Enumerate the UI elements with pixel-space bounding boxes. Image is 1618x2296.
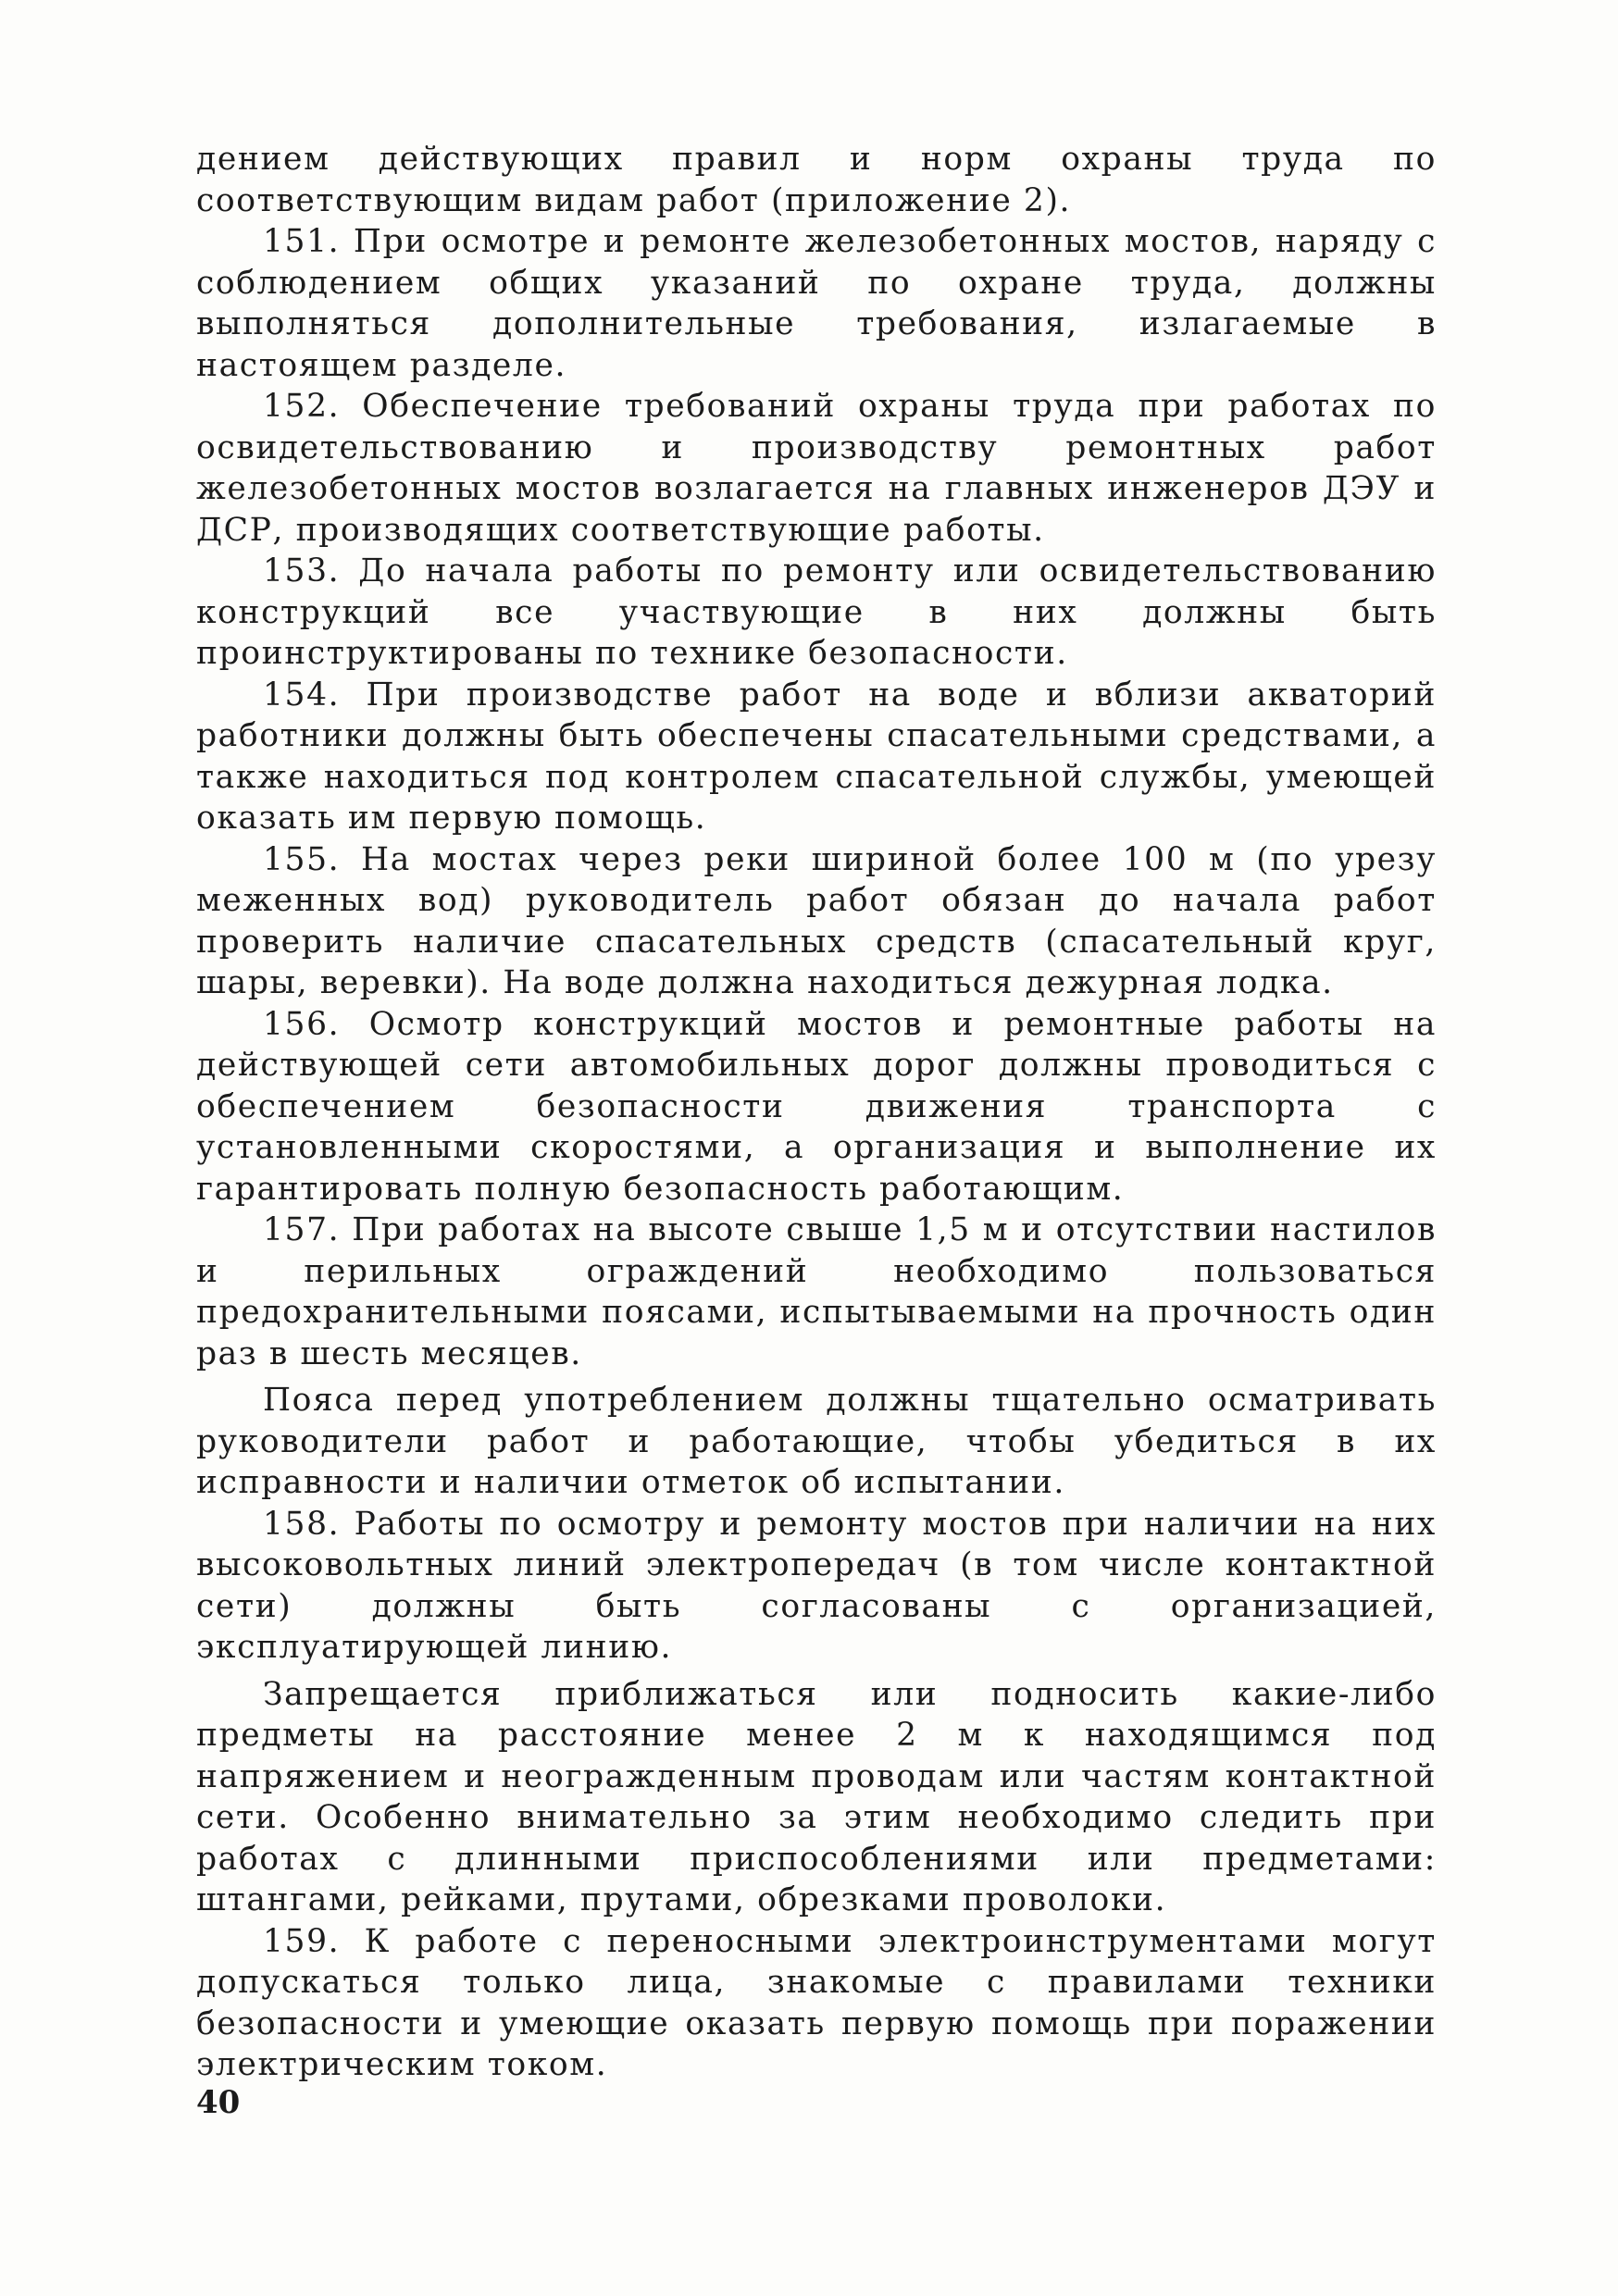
paragraph-153: 153. До начала работы по ремонту или освидетельствованию конструкций все участвующие в них должны быть проинструктированы по технике безопасности. <box>196 552 1437 672</box>
paragraph-157-belts: Пояса перед употреблением должны тщательно осматривать руководители работ и работающие, чтобы убедиться в их исправности и наличии отметок об испытании. <box>196 1382 1437 1501</box>
paragraph-154: 154. При производстве работ на воде и вблизи акваторий работники должны быть обеспечены спасательными средствами, а также находиться под контролем спасательной службы, умеющей оказать им первую помощь. <box>196 676 1437 837</box>
paragraph-158: 158. Работы по осмотру и ремонту мостов при наличии на них высоковольтных линий электропередач (в том числе контактной сети) должны быть согласованы с организацией, эксплуатирующей линию. <box>196 1505 1437 1666</box>
paragraph-158-prohibition: Запрещается приближаться или подносить какие-либо предметы на расстояние менее 2 м к находящимся под напряжением и неогражденным проводам или частям контактной сети. Особенно внимательно за этим необходимо следить при работах с длинными приспособлениями или предметами: штангами, рейками, прутами, обрезками проволоки. <box>196 1675 1437 1918</box>
paragraph-156: 156. Осмотр конструкций мостов и ремонтные работы на действующей сети автомобильных дорог должны проводиться с обеспечением безопасности движения транспорта с установленными скоростями, а организация и выполнение их гарантировать полную безопасность работающим. <box>196 1005 1437 1208</box>
page-number: 40 <box>196 2084 241 2121</box>
paragraph-159: 159. К работе с переносными электроинструментами могут допускаться только лица, знакомые с правилами техники безопасности и умеющие оказать первую помощь при поражении электрическим током. <box>196 1922 1437 2083</box>
paragraph-continuation: дением действующих правил и норм охраны труда по соответствующим видам работ (приложение 2). <box>196 141 1437 219</box>
paragraph-157: 157. При работах на высоте свыше 1,5 м и отсутствии настилов и перильных ограждений необходимо пользоваться предохранительными поясами, испытываемыми на прочность один раз в шесть месяцев. <box>196 1211 1437 1372</box>
paragraph-152: 152. Обеспечение требований охраны труда при работах по освидетельствованию и производству ремонтных работ железобетонных мостов возлагается на главных инженеров ДЭУ и ДСР, производящих соответствующие работы. <box>196 388 1437 549</box>
paragraph-155: 155. На мостах через реки шириной более 100 м (по урезу меженных вод) руководитель работ обязан до начала работ проверить наличие спасательных средств (спасательный круг, шары, веревки). На воде должна находиться дежурная лодка. <box>196 840 1437 1001</box>
paragraph-151: 151. При осмотре и ремонте железобетонных мостов, наряду с соблюдением общих указаний по охране труда, должны выполняться дополнительные требования, излагаемые в настоящем разделе. <box>196 223 1437 384</box>
body-text <box>196 139 1437 2086</box>
